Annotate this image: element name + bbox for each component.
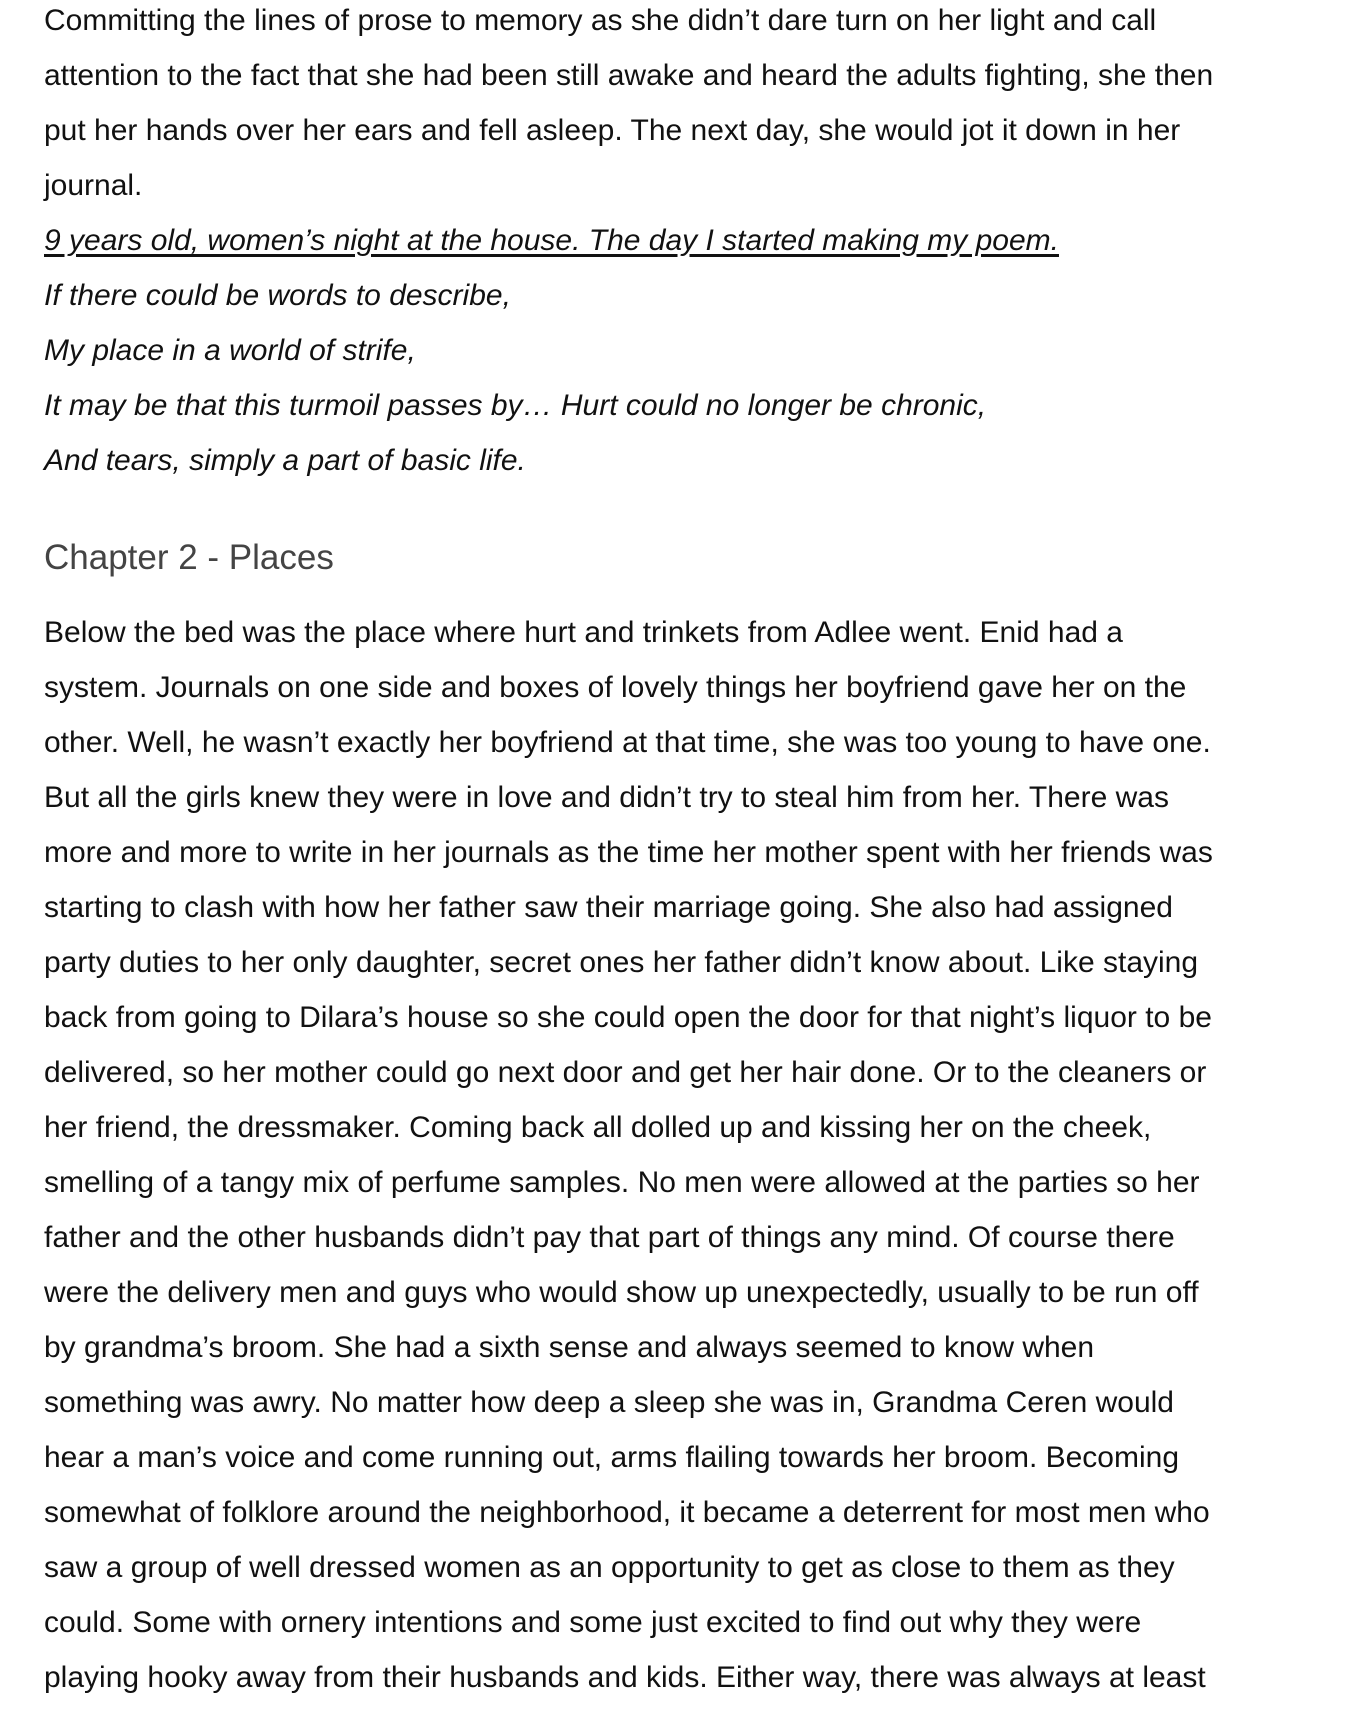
paragraph-line: her friend, the dressmaker. Coming back all dolled up and kissing her on the cheek, xyxy=(44,1111,1152,1144)
paragraph-line: starting to clash with how her father saw their marriage going. She also had assigned xyxy=(44,891,1173,924)
chapter-heading: Chapter 2 - Places xyxy=(44,538,334,577)
poem xyxy=(44,268,1213,488)
poem-line: If there could be words to describe, xyxy=(44,279,511,312)
paragraph-line: back from going to Dilara’s house so she could open the door for that night’s liquor to be xyxy=(44,1001,1212,1034)
journal-note: 9 years old, women’s night at the house. The day I started making my poem. xyxy=(44,224,1059,257)
paragraph-line: father and the other husbands didn’t pay that part of things any mind. Of course there xyxy=(44,1221,1175,1254)
paragraph-line: hear a man’s voice and come running out, arms flailing towards her broom. Becoming xyxy=(44,1441,1180,1474)
paragraph-line: saw a group of well dressed women as an opportunity to get as close to them as they xyxy=(44,1551,1175,1584)
paragraph-line: other. Well, he wasn’t exactly her boyfriend at that time, she was too young to have one. xyxy=(44,726,1211,759)
paragraph-line: attention to the fact that she had been still awake and heard the adults fighting, she then xyxy=(44,59,1214,92)
paragraph-line: somewhat of folklore around the neighborhood, it became a deterrent for most men who xyxy=(44,1496,1210,1529)
paragraph-line: something was awry. No matter how deep a sleep she was in, Grandma Ceren would xyxy=(44,1386,1174,1419)
paragraph-line: by grandma’s broom. She had a sixth sense and always seemed to know when xyxy=(44,1331,1095,1364)
paragraph-line: delivered, so her mother could go next door and get her hair done. Or to the cleaners or xyxy=(44,1056,1207,1089)
paragraph-line: But all the girls knew they were in love and didn’t try to steal him from her. There was xyxy=(44,781,1169,814)
paragraph-line: playing hooky away from their husbands and kids. Either way, there was always at least xyxy=(44,1661,1206,1694)
paragraph-line: smelling of a tangy mix of perfume samples. No men were allowed at the parties so her xyxy=(44,1166,1200,1199)
paragraph-line: Committing the lines of prose to memory as she didn’t dare turn on her light and call xyxy=(44,4,1157,37)
opening-section xyxy=(44,0,1213,488)
poem-line: My place in a world of strife, xyxy=(44,334,416,367)
poem-line: It may be that this turmoil passes by… Hurt could no longer be chronic, xyxy=(44,389,987,422)
paragraph-line: more and more to write in her journals as the time her mother spent with her friends was xyxy=(44,836,1213,869)
chapter-paragraph xyxy=(44,605,1213,1705)
opening-paragraph xyxy=(44,0,1213,213)
paragraph-line: system. Journals on one side and boxes of lovely things her boyfriend gave her on the xyxy=(44,671,1187,704)
paragraph-line: journal. xyxy=(44,169,143,202)
paragraph-line: Below the bed was the place where hurt and trinkets from Adlee went. Enid had a xyxy=(44,616,1123,649)
journal-note-line xyxy=(44,213,1213,268)
paragraph-line: party duties to her only daughter, secret ones her father didn’t know about. Like staying xyxy=(44,946,1199,979)
paragraph-line: were the delivery men and guys who would show up unexpectedly, usually to be run off xyxy=(44,1276,1199,1309)
poem-line: And tears, simply a part of basic life. xyxy=(44,444,526,477)
paragraph-line: could. Some with ornery intentions and some just excited to find out why they were xyxy=(44,1606,1142,1639)
paragraph-line: put her hands over her ears and fell asleep. The next day, she would jot it down in her xyxy=(44,114,1181,147)
